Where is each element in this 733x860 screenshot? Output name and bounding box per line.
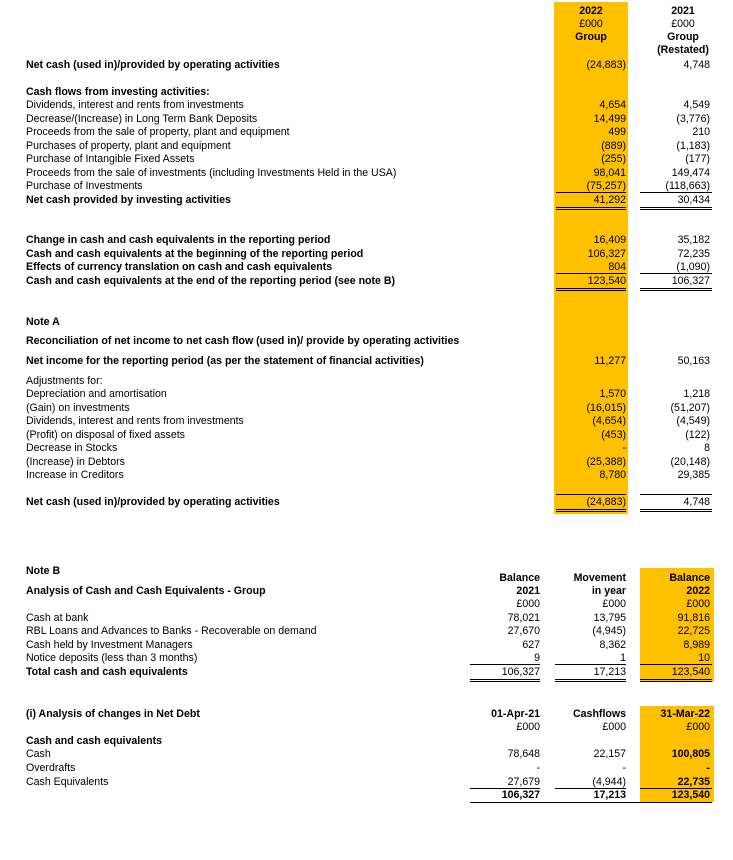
row-label: Increase in Creditors [26,469,124,481]
net-debt-cashflows: 22,157 [593,748,626,760]
value-2022: (75,257) [586,180,626,192]
note-b-balance-2022: 123,540 [671,666,710,678]
row-label: Net cash provided by investing activities [26,194,231,206]
row-label: Proceeds from the sale of investments (including Investments Held in the USA) [26,167,397,179]
value-2021: 30,434 [677,194,710,206]
row-label: (Gain) on investments [26,402,130,414]
note-b-row-label: Cash at bank [26,612,89,624]
note-b-movement: 13,795 [593,612,626,624]
net-debt-cashflows: - [622,762,626,774]
row-label: Decrease in Stocks [26,442,118,454]
value-2021: (122) [685,429,710,441]
rule [556,207,626,208]
col-header-balance-2021: Balance [499,572,540,584]
note-b-balance-2022: 22,725 [677,625,710,637]
value-2022: (24,883) [586,496,626,508]
col-header-movement: in year [591,585,626,597]
row-label: Net income for the reporting period (as per the statement of financial activities) [26,355,424,367]
col-header-balance-2022: 2022 [686,585,710,597]
row-label: (Increase) in Debtors [26,456,125,468]
value-2022: 41,292 [593,194,626,206]
value-2022: (24,883) [586,59,626,71]
value-2021: (3,776) [676,113,710,125]
rule [555,664,626,665]
rule [556,290,626,291]
rule [640,681,712,682]
rule [640,494,712,495]
rule [470,681,540,682]
rule [470,664,540,665]
note-b-title: Note B [26,565,61,577]
net-debt-01-apr-21: 78,648 [507,748,540,760]
rule [640,209,712,210]
row-label: Net cash (used in)/provided by operating activities [26,496,280,508]
net-debt-section: Cash and cash equivalents [26,735,163,747]
row-label: Cash and cash equivalents at the beginning of the reporting period [26,248,364,260]
value-2021: 8 [704,442,710,454]
rule [556,273,626,274]
header-year-2021: 2021 [671,5,695,17]
col-header-balance-2021: £000 [516,598,540,610]
net-debt-31-mar-22: 22,735 [677,776,710,788]
row-label: Change in cash and cash equivalents in the reporting period [26,234,331,246]
header-currency-2021: £000 [671,18,695,30]
row-label: Net cash (used in)/provided by operating activities [26,59,280,71]
header-year-2022: 2022 [579,5,603,17]
net-debt-cashflows: (4,944) [592,776,626,788]
rule [470,679,540,680]
note-a-subtitle: Reconciliation of net income to net cash flow (used in)/ provide by operating activities [26,335,460,347]
value-2021: (118,663) [665,180,710,192]
net-debt-01-apr-21: - [536,762,540,774]
value-2022: 4,654 [599,99,626,111]
note-b-balance-2022: 10 [698,652,710,664]
row-label: (Profit) on disposal of fixed assets [26,429,185,441]
row-label: Purchase of Intangible Fixed Assets [26,153,195,165]
net-debt-title: (i) Analysis of changes in Net Debt [26,708,200,720]
note-b-movement: 1 [620,652,626,664]
value-2022: 106,327 [587,248,626,260]
row-label: Purchases of property, plant and equipment [26,140,231,152]
net-debt-row-label: Cash Equivalents [26,776,109,788]
value-2022: 8,780 [599,469,626,481]
row-label: Decrease/(Increase) in Long Term Bank Deposits [26,113,258,125]
value-2022: (16,015) [586,402,626,414]
value-2021: (51,207) [670,402,710,414]
value-2022: - [622,442,626,454]
value-2021: (177) [685,153,710,165]
header-currency-2022: £000 [579,18,603,30]
value-2022: 499 [608,126,626,138]
header-restated: (Restated) [657,44,709,56]
value-2021: 149,474 [671,167,710,179]
row-label: Depreciation and amortisation [26,388,167,400]
value-2022: 1,570 [599,388,626,400]
row-label: Proceeds from the sale of property, plant and equipment [26,126,290,138]
rule [640,511,712,512]
note-b-row-label: Notice deposits (less than 3 months) [26,652,198,664]
note-b-balance-2021: 627 [522,639,540,651]
value-2021: (1,090) [676,261,710,273]
value-2022: (4,654) [592,415,626,427]
rule [555,681,626,682]
note-b-balance-2021: 27,670 [507,625,540,637]
rule [640,664,712,665]
header-group-2022: Group [575,31,607,43]
note-b-balance-2022: 8,989 [683,639,710,651]
row-label: Cash flows from investing activities: [26,86,210,98]
row-label: Dividends, interest and rents from investments [26,415,244,427]
value-2022: 804 [608,261,626,273]
rule [555,679,626,680]
value-2021: 72,235 [677,248,710,260]
rule [640,273,712,274]
col-header-balance-2021: 2021 [516,585,540,597]
net-debt-31-mar-22: 123,540 [671,789,710,801]
note-b-balance-2021: 106,327 [501,666,540,678]
rule [556,509,626,510]
header-group-2021: Group [667,31,699,43]
value-2021: 4,748 [683,496,710,508]
value-2021: (1,183) [676,140,710,152]
note-b-balance-2021: 78,021 [507,612,540,624]
note-b-movement: 8,362 [599,639,626,651]
value-2022: (453) [601,429,626,441]
row-label: Cash and cash equivalents at the end of the reporting period (see note B) [26,275,396,287]
net-debt-01-apr-21: 106,327 [501,789,540,801]
value-2022: (255) [601,153,626,165]
rule [470,788,540,789]
value-2021: 29,385 [677,469,710,481]
value-2021: 1,218 [683,388,710,400]
rule [640,509,712,510]
value-2022: 14,499 [593,113,626,125]
rule [556,209,626,210]
value-2022: (889) [601,140,626,152]
value-2021: 210 [692,126,710,138]
note-b-row-label: Cash held by Investment Managers [26,639,193,651]
col-header-31-mar-22: £000 [686,721,710,733]
rule [555,788,626,789]
rule [640,192,712,193]
note-b-row-label: RBL Loans and Advances to Banks - Recoverable on demand [26,625,317,637]
note-b-balance-2021: 9 [534,652,540,664]
row-label: Purchase of Investments [26,180,143,192]
col-header-balance-2022: Balance [669,572,710,584]
note-b-row-label: Total cash and cash equivalents [26,666,188,678]
note-b-balance-2022: 91,816 [677,612,710,624]
value-2021: 35,182 [677,234,710,246]
note-b-movement: (4,945) [592,625,626,637]
col-header-cashflows: Cashflows [573,708,626,720]
rule [640,288,712,289]
value-2021: 106,327 [671,275,710,287]
value-2021: 4,748 [683,59,710,71]
net-debt-cashflows: 17,213 [593,789,626,801]
value-2022: 16,409 [593,234,626,246]
net-debt-31-mar-22: 100,805 [671,748,710,760]
note-b-subtitle: Analysis of Cash and Cash Equivalents - Group [26,585,266,597]
value-2022: 123,540 [587,275,626,287]
net-debt-row-label: Overdrafts [26,762,76,774]
rule [640,290,712,291]
col-header-31-mar-22: 31-Mar-22 [660,708,710,720]
col-header-01-apr-21: £000 [516,721,540,733]
value-2021: 4,549 [683,99,710,111]
value-2022: 11,277 [594,355,626,367]
value-2021: (20,148) [670,456,710,468]
row-label: Dividends, interest and rents from investments [26,99,244,111]
value-2021: (4,549) [676,415,710,427]
net-debt-row-label: Cash [26,748,51,760]
col-header-01-apr-21: 01-Apr-21 [491,708,540,720]
note-a-title: Note A [26,316,60,328]
col-header-movement: £000 [602,598,626,610]
col-header-balance-2022: £000 [686,598,710,610]
rule [556,192,626,193]
value-2022: (25,388) [586,456,626,468]
rule [640,679,712,680]
note-b-movement: 17,213 [593,666,626,678]
row-label: Adjustments for: [26,375,103,387]
value-2022: 98,041 [593,167,626,179]
value-2021: 50,163 [677,355,710,367]
net-debt-31-mar-22: - [706,762,710,774]
rule [556,511,626,512]
rule [640,207,712,208]
net-debt-01-apr-21: 27,679 [507,776,540,788]
row-label: Effects of currency translation on cash and cash equivalents [26,261,333,273]
col-header-cashflows: £000 [602,721,626,733]
rule [556,494,626,495]
rule [640,788,712,789]
rule [556,288,626,289]
rule [470,802,712,803]
col-header-movement: Movement [573,572,626,584]
